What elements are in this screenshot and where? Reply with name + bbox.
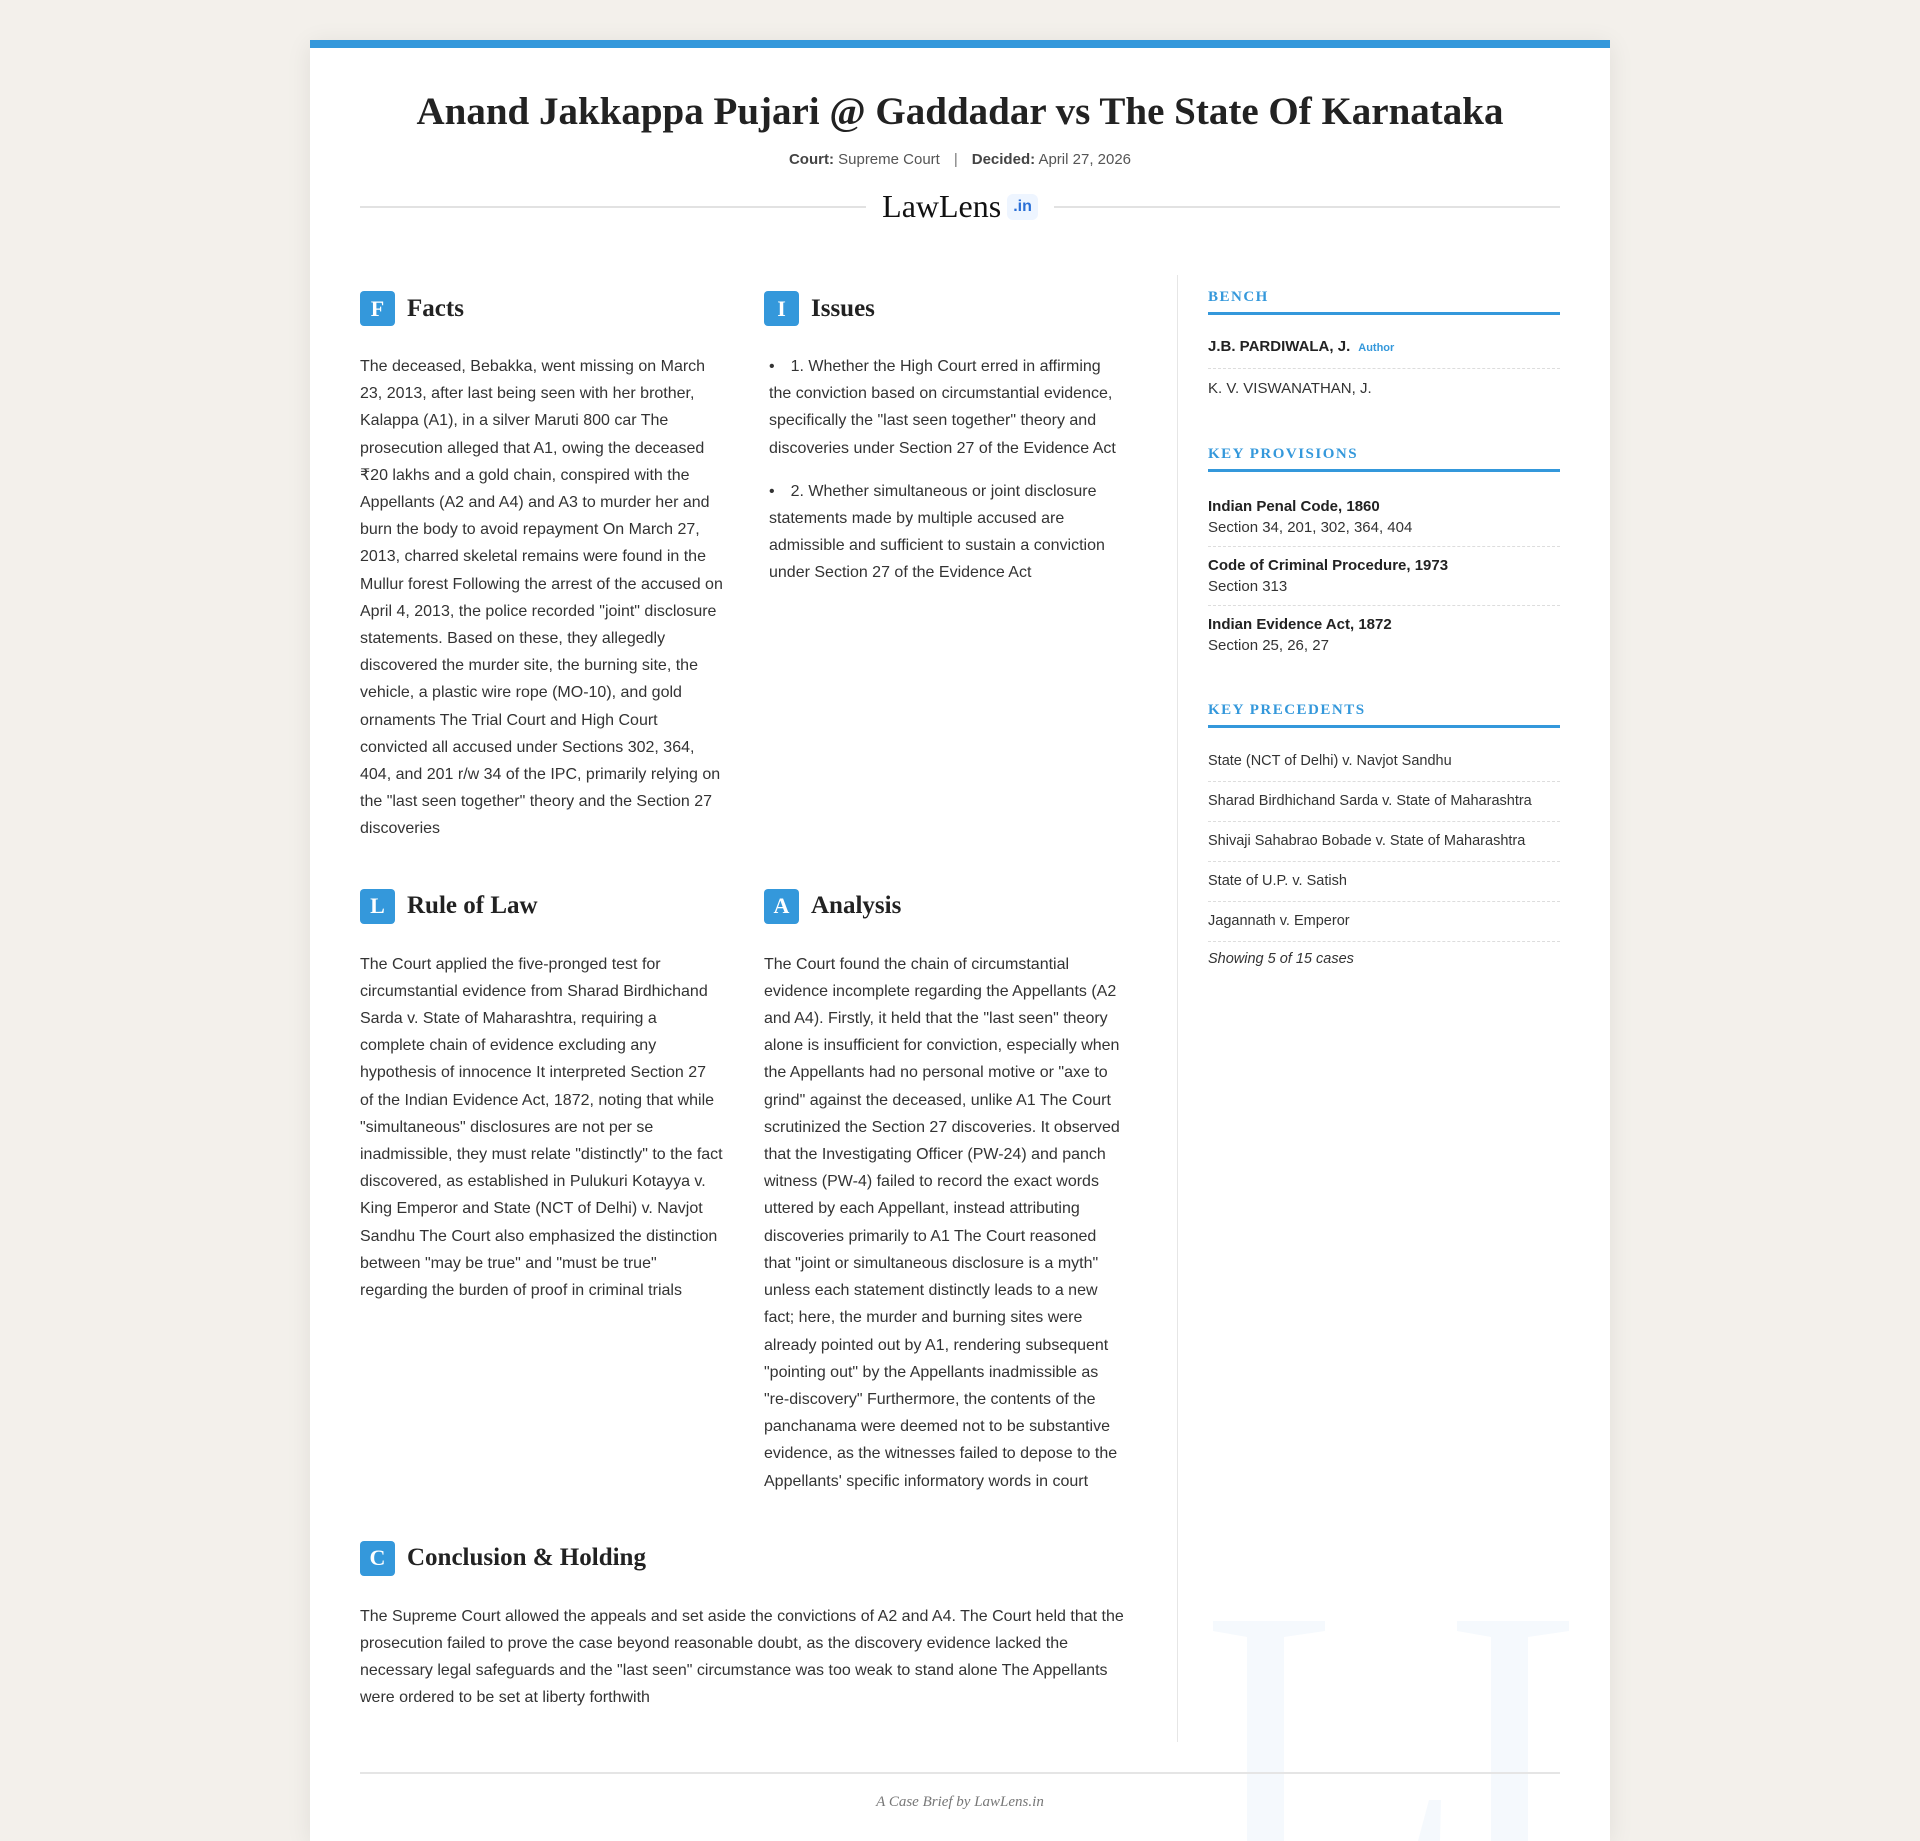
- section-title: Analysis: [811, 892, 902, 920]
- precedent-item[interactable]: State of U.P. v. Satish: [1208, 862, 1560, 902]
- section-letter-icon: I: [764, 291, 799, 326]
- judge-item: K. V. VISWANATHAN, J.: [1208, 380, 1372, 397]
- provision-sections: Section 25, 26, 27: [1208, 637, 1329, 654]
- judge-item: [1208, 327, 1560, 369]
- judge-name: J.B. PARDIWALA, J.: [1208, 338, 1351, 355]
- court-value: Supreme Court: [838, 151, 940, 168]
- provision-item: [1208, 488, 1560, 547]
- section-title: Issues: [811, 294, 875, 322]
- case-brief-card: [310, 40, 1610, 1841]
- issue-item: • 1. Whether the High Court erred in affirming the conviction based on circumstantial evidence, specifically the "last seen together" theory and discoveries under Section 27 of the Evidence Act: [769, 353, 1127, 462]
- section-text: The Supreme Court allowed the appeals and set aside the convictions of A2 and A4. The Court held that the prosecution failed to prove the case beyond reasonable doubt, as the discovery evidence lacked the necessary legal safeguards and the "last seen" circumstance was too weak to stand alone The Appellants were ordered to be set at liberty forthwith: [360, 1607, 1124, 1707]
- section-letter-icon: F: [360, 291, 395, 326]
- decided-label: Decided:: [971, 151, 1036, 168]
- provision-act: Indian Penal Code, 1860: [1208, 498, 1380, 515]
- case-meta: [360, 151, 1560, 168]
- section-analysis: [764, 873, 1127, 1495]
- precedents-count: Showing 5 of 15 cases: [1208, 951, 1354, 967]
- court-label: Court:: [788, 151, 834, 168]
- logo-tld: .in: [1007, 194, 1038, 220]
- section-text: The Court applied the five-pronged test for circumstantial evidence from Sharad Birdhichand Sarda v. State of Maharashtra, requiring a complete chain of evidence excluding any hypothesis of innocence It interpreted Section 27 of the Indian Evidence Act, 1872, noting that while "simultaneous" disclosures are not per se inadmissible, they must relate "distinctly" to the fact discovered, as established in Pulukuri Kotayya v. King Emperor and State (NCT of Delhi) v. Navjot Sandhu The Court also emphasized the distinction between "may be true" and "must be true" regarding the burden of proof in criminal trials: [360, 955, 723, 1300]
- issues-list: [764, 353, 1127, 587]
- sidebar: [1178, 275, 1560, 1742]
- logo-row: [360, 188, 1560, 225]
- precedent-item[interactable]: Jagannath v. Emperor: [1208, 902, 1560, 942]
- section-text: The deceased, Bebakka, went missing on March 23, 2013, after last being seen with her brother, Kalappa (A1), in a silver Maruti 800 car The prosecution alleged that A1, owing the deceased ₹20 lakhs and a gold chain, conspired with the Appellants (A2 and A4) and A3 to murder her and burn the body to avoid repayment On March 27, 2013, charred skeletal remains were found in the Mullur forest Following the arrest of the accused on April 4, 2013, the police recorded "joint" disclosure statements. Based on these, they allegedly discovered the murder site, the burning site, the vehicle, a plastic wire rope (MO-10), and gold ornaments The Trial Court and High Court convicted all accused under Sections 302, 364, 404, and 201 r/w 34 of the IPC, primarily relying on the "last seen together" theory and the Section 27 discoveries: [360, 358, 723, 838]
- precedent-item[interactable]: Sharad Birdhichand Sarda v. State of Maharashtra: [1208, 782, 1560, 822]
- section-title: Conclusion & Holding: [407, 1544, 646, 1572]
- bench-heading: BENCH: [1208, 289, 1560, 315]
- bench-block: [1208, 289, 1560, 408]
- logo: [882, 188, 1038, 225]
- provisions-heading: KEY PROVISIONS: [1208, 446, 1560, 472]
- section-facts: [360, 275, 723, 843]
- section-letter-icon: L: [360, 889, 395, 924]
- logo-name: LawLens: [882, 188, 1002, 224]
- section-issues: [764, 275, 1127, 843]
- precedent-item[interactable]: State (NCT of Delhi) v. Navjot Sandhu: [1208, 742, 1560, 782]
- provision-item: [1208, 547, 1560, 606]
- section-conclusion: [360, 1541, 1127, 1712]
- provision-sections: Section 313: [1208, 578, 1288, 595]
- section-title: Facts: [407, 294, 464, 322]
- section-rule-of-law: [360, 873, 723, 1495]
- page-title: Anand Jakkappa Pujari @ Gaddadar vs The State Of Karnataka: [416, 90, 1504, 133]
- precedents-block: [1208, 702, 1560, 976]
- provision-sections: Section 34, 201, 302, 364, 404: [1208, 519, 1413, 536]
- precedent-item[interactable]: Shivaji Sahabrao Bobade v. State of Maharashtra: [1208, 822, 1560, 862]
- provision-item: [1208, 606, 1560, 664]
- provision-act: Indian Evidence Act, 1872: [1208, 616, 1392, 633]
- section-letter-icon: C: [360, 1541, 395, 1576]
- section-text: The Court found the chain of circumstantial evidence incomplete regarding the Appellants (A2 and A4). Firstly, it held that the "last seen" theory alone is insufficient for conviction, especially when the Appellants had no personal motive or "axe to grind" against the deceased, unlike A1 The Court scrutinized the Section 27 discoveries. It observed that the Investigating Officer (PW-24) and panch witness (PW-4) failed to record the exact words uttered by each Appellant, instead attributing discoveries primarily to A1 The Court reasoned that "joint or simultaneous disclosure is a myth" unless each statement distinctly leads to a new fact; here, the murder and burning sites were already pointed out by A1, rendering subsequent "pointing out" by the Appellants inadmissible as "re-discovery" Furthermore, the contents of the panchanama were deemed not to be substantive evidence, as the witnesses failed to depose to the Appellants' specific informatory words in court: [764, 955, 1120, 1490]
- provisions-block: [1208, 446, 1560, 664]
- footer: A Case Brief by LawLens.in: [360, 1772, 1560, 1841]
- divider: [360, 206, 866, 208]
- precedents-heading: KEY PRECEDENTS: [1208, 702, 1560, 728]
- divider: [1054, 206, 1560, 208]
- meta-separator: |: [953, 151, 958, 168]
- provision-act: Code of Criminal Procedure, 1973: [1208, 557, 1449, 574]
- section-letter-icon: A: [764, 889, 799, 924]
- brief-main: [360, 275, 1178, 1742]
- author-badge: Author: [1358, 342, 1395, 354]
- decided-value: April 27, 2026: [1038, 151, 1132, 168]
- issue-item: • 2. Whether simultaneous or joint disclosure statements made by multiple accused are admissible and sufficient to sustain a conviction under Section 27 of the Evidence Act: [769, 478, 1127, 587]
- section-title: Rule of Law: [407, 892, 538, 920]
